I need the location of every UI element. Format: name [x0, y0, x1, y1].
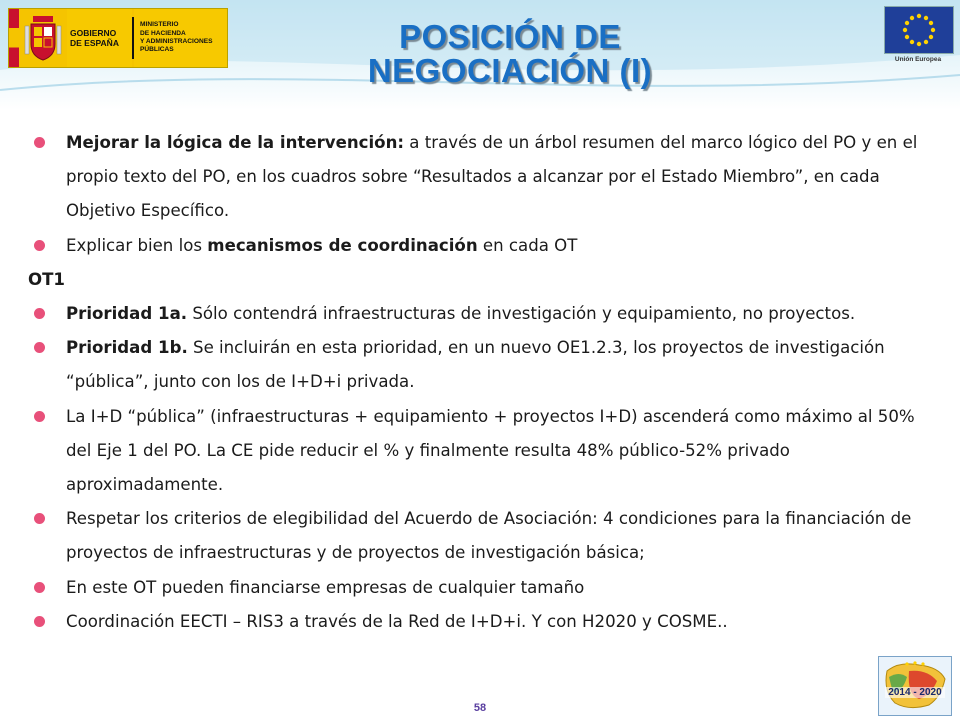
union-europea-logo — [884, 6, 952, 66]
bullet-3-bold: Prioridad 1a. — [66, 304, 188, 324]
bullet-3-text: Sólo contendrá infraestructuras de investigación y equipamiento, no proyectos. — [187, 304, 856, 324]
ministry-label — [134, 9, 227, 67]
spain-flag-stripe — [9, 9, 19, 67]
bullet-mecanismos-coordinacion — [28, 229, 928, 263]
bullet-2-bold: mecanismos de coordinación — [207, 235, 478, 255]
bullet-4-bold: Prioridad 1b. — [66, 338, 188, 358]
eu-flag-icon — [884, 6, 954, 54]
bullet-id-publica: La I+D “pública” (infraestructuras + equipamiento + proyectos I+D) ascenderá como máximo al 50% del Eje 1 del PO. La CE pide reducir el % y finalmente resulta 48% público-52% privado aproximadamente. — [28, 400, 928, 503]
section-heading-ot1: OT1 — [28, 269, 65, 289]
eu-label: Unión Europea — [894, 56, 942, 63]
bullet-1-text: a través de un árbol resumen del marco lógico del PO y en el propio texto del PO, en los cuadros sobre “Resultados a alcanzar por el Estado Miembro”, en cada Objetivo Específico. — [66, 133, 918, 221]
gov-line-1: GOBIERNO — [70, 28, 117, 38]
title-line-1: POSICIÓN DE — [399, 18, 621, 55]
period-2014-2020-logo — [878, 656, 952, 716]
gobierno-label — [67, 9, 132, 67]
bullet-prioridad-1b — [28, 331, 928, 399]
slide-title — [300, 20, 720, 88]
bullet-2-pre: Explicar bien los — [66, 235, 208, 255]
coat-of-arms-icon — [19, 9, 67, 67]
bullet-logica-intervencion — [28, 126, 928, 229]
ministry-line-1: MINISTERIO — [140, 21, 179, 29]
bullet-1-bold: Mejorar la lógica de la intervención: — [66, 133, 405, 152]
bullet-prioridad-1a — [28, 297, 928, 331]
bullet-4-text: Se incluirán en esta prioridad, en un nuevo OE1.2.3, los proyectos de investigación “pública”, junto con los de I+D+i privada. — [66, 338, 885, 392]
bullet-2-post: en cada OT — [477, 235, 578, 255]
ministry-line-4: PÚBLICAS — [140, 46, 174, 54]
bullet-coordinacion-eecti: Coordinación EECTI – RIS3 a través de la Red de I+D+i. Y con H2020 y COSME.. — [28, 605, 928, 639]
bullet-criterios-elegibilidad: Respetar los criterios de elegibilidad del Acuerdo de Asociación: 4 condiciones para la financiación de proyectos de infraestructuras y de proyectos de investigación básica; — [28, 502, 928, 570]
period-label: 2014 - 2020 — [885, 687, 945, 698]
gov-line-2: DE ESPAÑA — [70, 38, 119, 48]
title-line-2: NEGOCIACIÓN (I) — [367, 52, 653, 89]
bullet-empresas-tamano: En este OT pueden financiarse empresas de cualquier tamaño — [28, 571, 928, 605]
ministry-line-2: DE HACIENDA — [140, 29, 186, 37]
page-number: 58 — [473, 702, 487, 714]
slide-content — [28, 126, 928, 639]
ministry-line-3: Y ADMINISTRACIONES — [140, 38, 213, 45]
gobierno-espana-logo — [8, 8, 228, 68]
